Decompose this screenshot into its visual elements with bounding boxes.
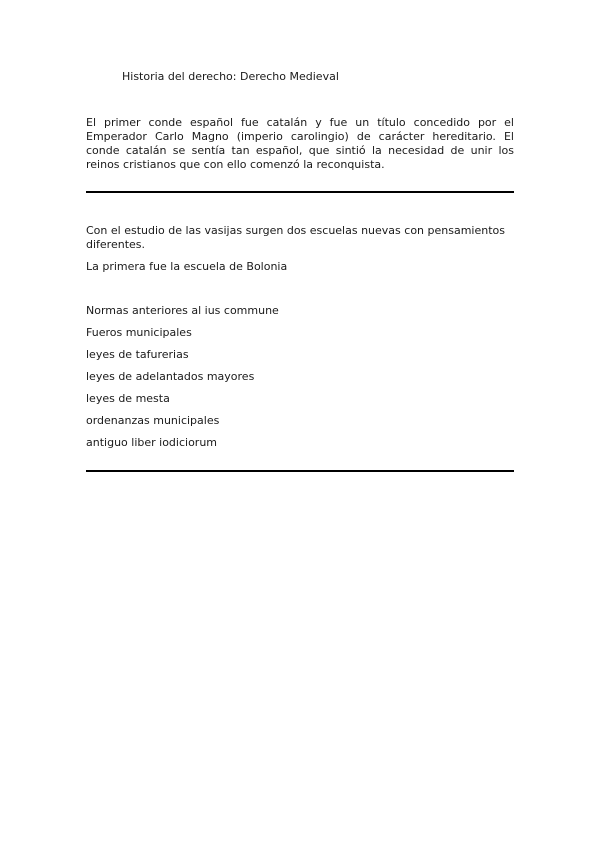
list-item: Normas anteriores al ius commune [86,304,279,317]
horizontal-rule [86,470,514,472]
paragraph-escuelas: Con el estudio de las vasijas surgen dos escuelas nuevas con pensamientos diferentes. [86,224,505,251]
horizontal-rule [86,191,514,193]
norms-list [86,304,279,458]
paragraph-conde-catalan: El primer conde español fue catalán y fue un título concedido por el Emperador Carlo Magno (imperio carolingio) de carácter hereditario. El conde catalán se sentía tan español, que sintió la necesidad de unir los reinos cristianos que con ello comenzó la reconquista. [86,116,514,171]
list-item: leyes de adelantados mayores [86,370,255,383]
bolonia-line: La primera fue la escuela de Bolonia [86,260,288,273]
list-item: leyes de mesta [86,392,170,405]
list-item: ordenanzas municipales [86,414,220,427]
list-item: Fueros municipales [86,326,192,339]
list-item: antiguo liber iodiciorum [86,436,218,449]
list-item: leyes de tafurerias [86,348,189,361]
document-title: Historia del derecho: Derecho Medieval [122,70,339,83]
